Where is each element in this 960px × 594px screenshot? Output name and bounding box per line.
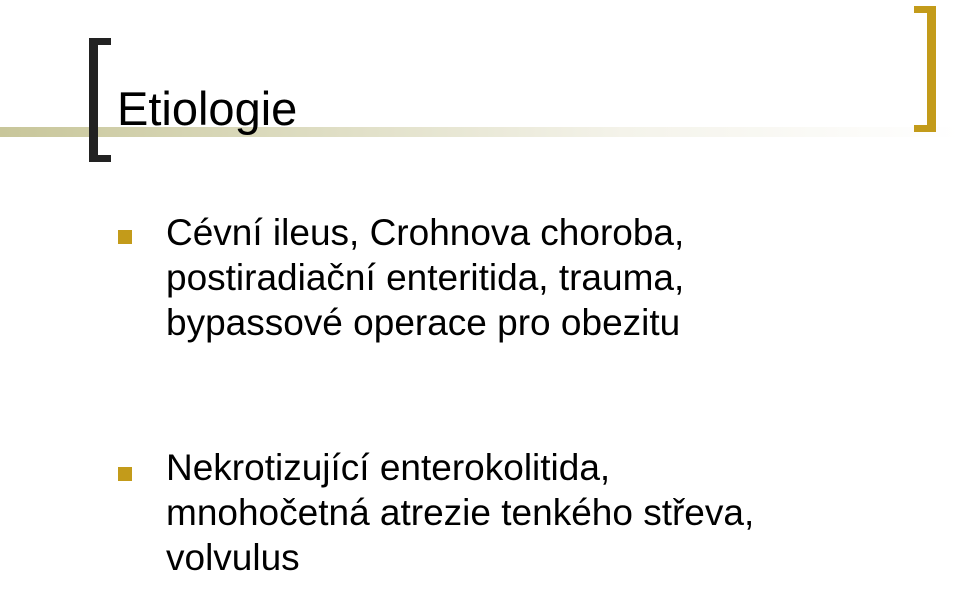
right-bracket-decoration — [914, 6, 936, 132]
bullet-text — [166, 210, 684, 345]
bullet-text — [166, 445, 754, 580]
bullet-line: postiradiační enteritida, trauma, — [166, 257, 685, 298]
bullet-line: Cévní ileus, Crohnova choroba, — [166, 212, 685, 253]
bullet-line: volvulus — [166, 537, 300, 578]
bullet-line: mnohočetná atrezie tenkého střeva, — [166, 492, 755, 533]
square-bullet-icon — [118, 467, 132, 481]
slide-title: Etiologie — [117, 82, 298, 135]
bullet-line: Nekrotizující enterokolitida, — [166, 447, 611, 488]
left-bracket-decoration — [89, 38, 111, 162]
bullet-line: bypassové operace pro obezitu — [166, 302, 681, 343]
square-bullet-icon — [118, 230, 132, 244]
